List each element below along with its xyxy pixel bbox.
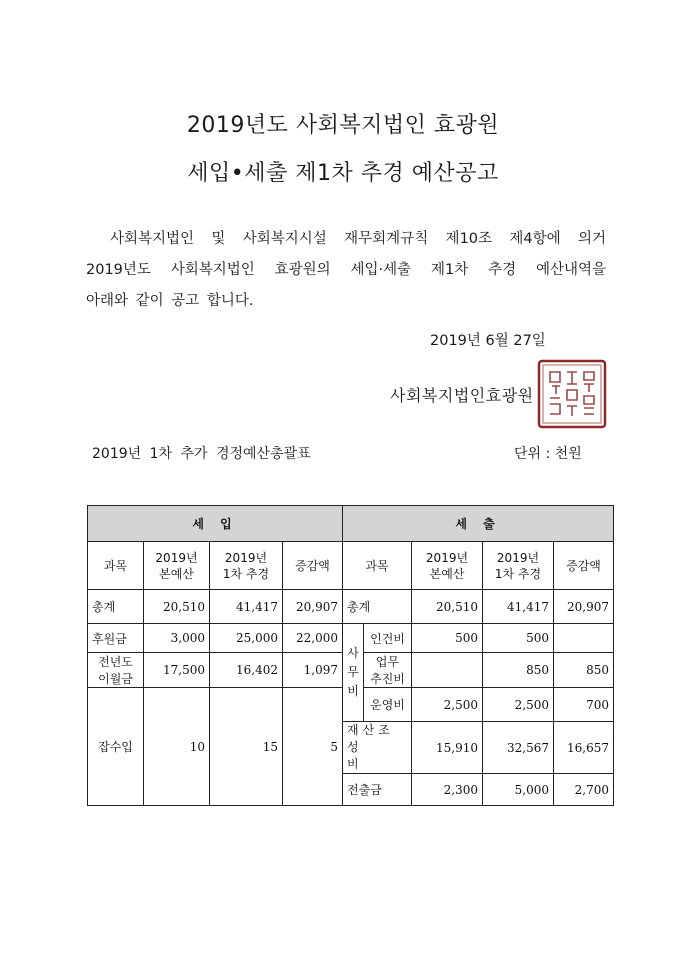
official-seal-icon [536,358,608,430]
exp-row-revised: 32,567 [483,722,554,774]
exp-row-revised: 500 [483,624,554,653]
exp-col-change: 증감액 [554,542,614,590]
office-expense-group-label: 사 무 비 [343,624,364,722]
rev-row-label: 후원금 [88,624,144,653]
body-line-2: 2019년도 사회복지법인 효광원의 세입·세출 제1차 추경 예산내역을 [86,262,606,278]
exp-row-original [412,653,483,688]
rev-total-label: 총계 [88,590,144,624]
exp-row-original: 2,500 [412,688,483,722]
announcement-date: 2019년 6월 27일 [430,333,546,349]
rev-row-original: 17,500 [144,653,210,688]
exp-row-revised: 850 [483,653,554,688]
exp-row-label: 재산조성 비 [343,722,412,774]
budget-summary-table [87,505,614,806]
exp-row-label: 운영비 [364,688,412,722]
exp-col-subject: 과목 [343,542,412,590]
rev-col-change: 증감액 [283,542,343,590]
body-paragraph [86,224,606,317]
rev-row-revised: 25,000 [210,624,283,653]
exp-row-label: 업무 추진비 [364,653,412,688]
exp-row-revised: 2,500 [483,688,554,722]
exp-col-original: 2019년 본예산 [412,542,483,590]
rev-row-revised: 15 [210,688,283,806]
exp-total-original: 20,510 [412,590,483,624]
exp-total-label: 총계 [343,590,412,624]
rev-row-change: 1,097 [283,653,343,688]
total-row [88,590,614,624]
rev-total-original: 20,510 [144,590,210,624]
rev-col-subject: 과목 [88,542,144,590]
unit-label: 단위 : 천원 [514,446,582,462]
exp-row-change [554,624,614,653]
exp-row-change: 700 [554,688,614,722]
rev-row-label: 전년도 이월금 [88,653,144,688]
rev-row-change: 5 [283,688,343,806]
exp-row-original: 15,910 [412,722,483,774]
rev-total-revised: 41,417 [210,590,283,624]
organization-name: 사회복지법인효광원 [390,386,534,405]
exp-total-revised: 41,417 [483,590,554,624]
expense-header: 세 출 [343,506,614,542]
rev-row-original: 3,000 [144,624,210,653]
rev-row-label: 잡수입 [88,688,144,806]
table-row [88,624,614,653]
rev-row-change: 22,000 [283,624,343,653]
exp-row-original: 500 [412,624,483,653]
rev-col-original: 2019년 본예산 [144,542,210,590]
exp-row-label: 전출금 [343,774,412,806]
exp-col-revised: 2019년 1차 추경 [483,542,554,590]
rev-total-change: 20,907 [283,590,343,624]
exp-row-label: 인건비 [364,624,412,653]
exp-row-change: 850 [554,653,614,688]
title-line-1: 2019년도 사회복지법인 효광원 [186,113,500,138]
exp-row-original: 2,300 [412,774,483,806]
exp-row-change: 2,700 [554,774,614,806]
exp-row-change: 16,657 [554,722,614,774]
body-line-3: 아래와 같이 공고 합니다. [86,293,254,309]
body-line-1: 사회복지법인 및 사회복지시설 재무회계규칙 제10조 제4항에 의거 [110,231,606,247]
column-header-row [88,542,614,590]
exp-total-change: 20,907 [554,590,614,624]
revenue-header: 세 입 [88,506,343,542]
section-header-row [88,506,614,542]
exp-row-revised: 5,000 [483,774,554,806]
rev-col-revised: 2019년 1차 추경 [210,542,283,590]
rev-row-revised: 16,402 [210,653,283,688]
title-line-2: 세입•세출 제1차 추경 예산공고 [187,161,499,186]
table-title: 2019년 1차 추가 경정예산총괄표 [92,446,311,462]
rev-row-original: 10 [144,688,210,806]
